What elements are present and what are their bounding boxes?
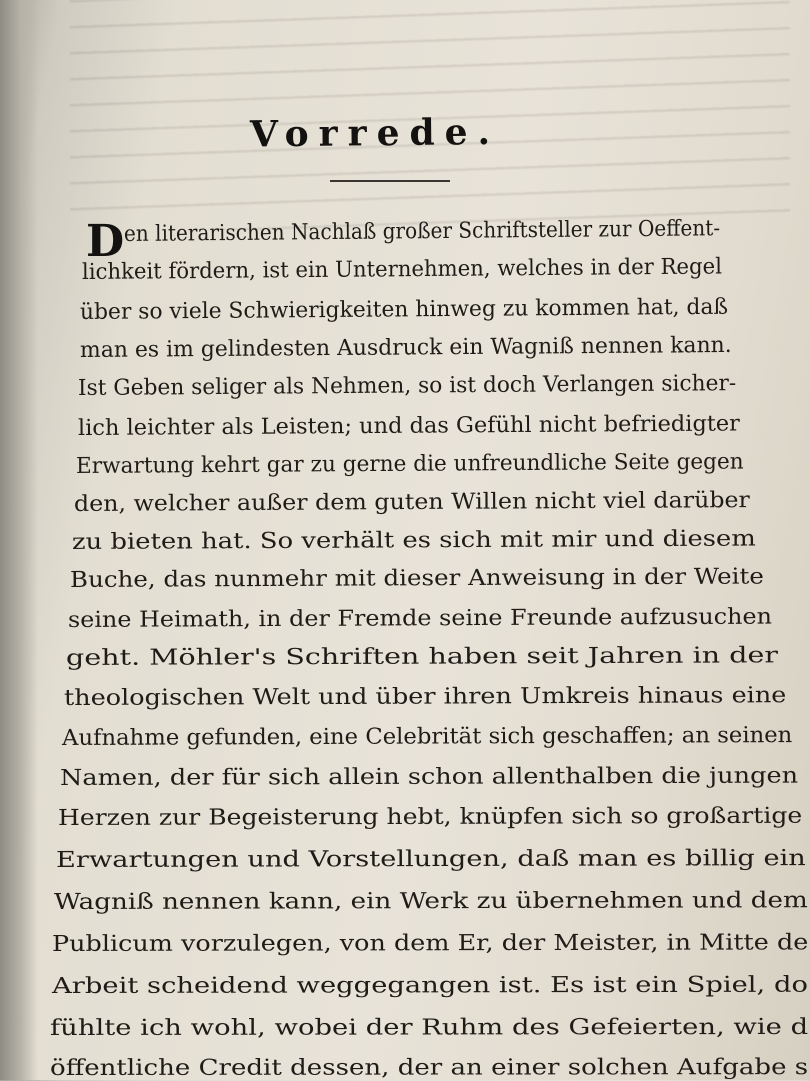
text-line: geht. Möhler's Schriften haben seit Jahren in der — [65, 643, 779, 671]
text-line: Aufnahme gefunden, eine Celebrität sich geschaffen; an seinen — [61, 723, 793, 751]
text-line: Erwartung kehrt gar zu gerne die unfreundliche Seite gegen — [75, 449, 744, 479]
drop-cap: D — [86, 216, 125, 267]
text-line: Buche, das nunmehr mit dieser Anweisung in der Weite — [69, 564, 764, 593]
text-line: Arbeit scheidend weggegangen ist. Es ist ein Spiel, do — [51, 972, 808, 999]
page-heading: Vorrede. — [249, 110, 501, 156]
text-line: den, welcher außer dem guten Willen nicht viel darüber — [73, 488, 750, 517]
text-line: Namen, der für sich allein schon allenthalben die jungen — [59, 763, 799, 791]
text-line: zu bieten hat. So verhält es sich mit mir und diesem — [71, 526, 756, 555]
text-line: über so viele Schwierigkeiten hinweg zu kommen hat, daß — [79, 294, 729, 325]
text-line: en literarischen Nachlaß großer Schriftsteller zur Oeffent- — [123, 216, 721, 247]
text-line: man es im gelindesten Ausdruck ein Wagniß nennen kann. — [79, 332, 732, 363]
text-line: Herzen zur Begeisterung hebt, knüpfen sich so großartige — [57, 803, 803, 831]
text-line: lich leichter als Leisten; und das Gefühl nicht befriedigter — [77, 411, 740, 441]
heading-rule — [330, 180, 450, 182]
text-line: Publicum vorzulegen, von dem Er, der Meister, in Mitte de — [51, 930, 809, 957]
text-line: Erwartungen und Vorstellungen, daß man es billig ein — [55, 846, 806, 873]
page-edge-shadow — [0, 0, 38, 1080]
text-line: seine Heimath, in der Fremde seine Freunde aufzusuchen — [67, 604, 773, 633]
text-line: fühlte ich wohl, wobei der Ruhm des Gefeierten, wie d — [49, 1014, 809, 1041]
text-line: lichkeit fördern, ist ein Unternehmen, welches in der Regel — [81, 254, 723, 285]
text-line: Wagniß nennen kann, ein Werk zu übernehmen und dem — [53, 888, 808, 915]
text-line: theologischen Welt und über ihren Umkreis hinaus eine — [63, 683, 787, 711]
text-line: öffentliche Credit dessen, der an einer solchen Aufgabe s — [49, 1055, 809, 1081]
text-line: Ist Geben seliger als Nehmen, so ist doch Verlangen sicher- — [77, 371, 737, 401]
